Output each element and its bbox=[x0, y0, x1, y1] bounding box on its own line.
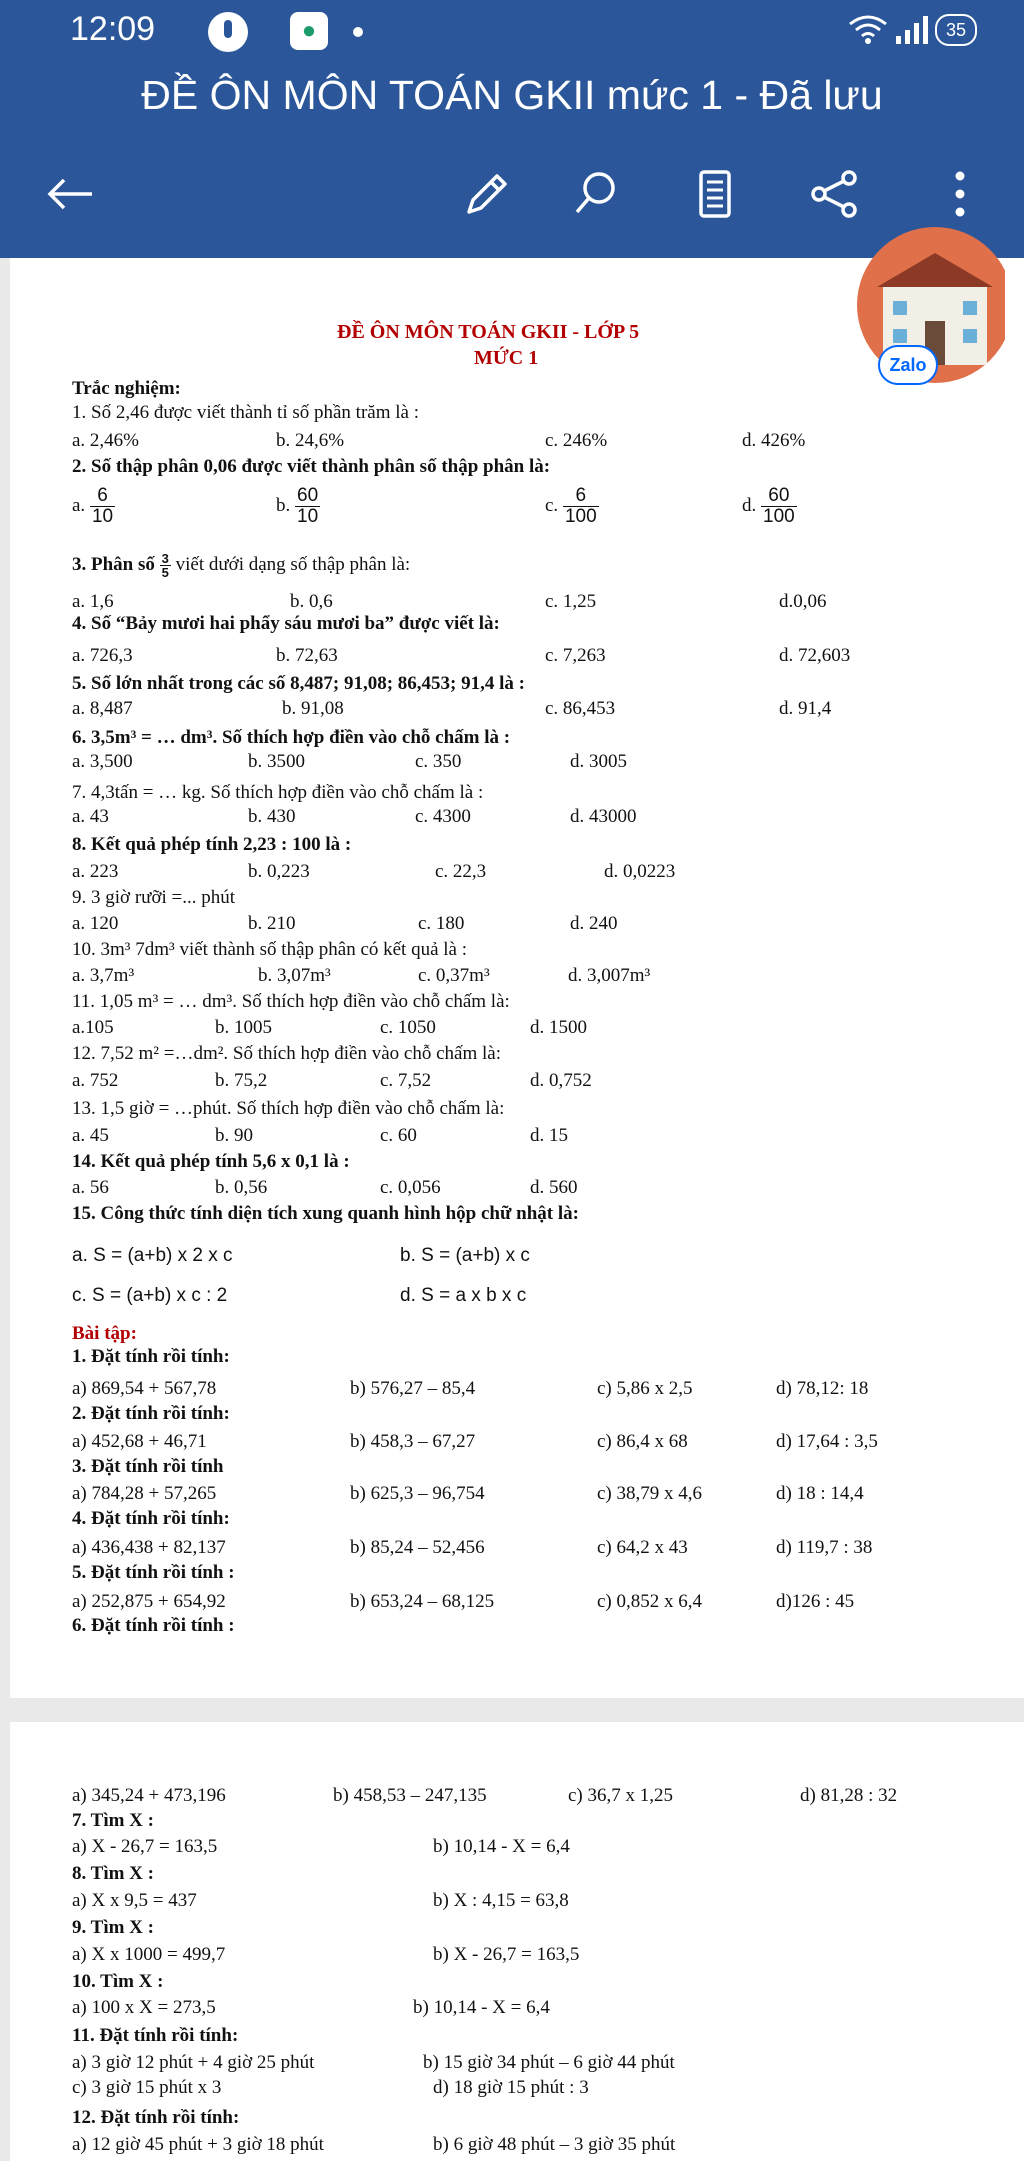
e3-text: 3. Đặt tính rồi tính bbox=[72, 1456, 224, 1477]
q15-option-b: b. S = (a+b) x c bbox=[400, 1245, 530, 1266]
q9-option-c: c. 180 bbox=[418, 913, 465, 934]
wifi-icon bbox=[848, 14, 888, 44]
e5-item-a: a) 252,875 + 654,92 bbox=[72, 1591, 226, 1612]
e6-item-d: d) 81,28 : 32 bbox=[800, 1785, 898, 1806]
q12-option-c: c. 7,52 bbox=[380, 1070, 432, 1091]
q14-option-d: d. 560 bbox=[530, 1177, 578, 1198]
q2-option-c-label: c. bbox=[545, 494, 559, 516]
e1-text: 1. Đặt tính rồi tính: bbox=[72, 1346, 230, 1367]
e2-item-c: c) 86,4 x 68 bbox=[597, 1431, 688, 1452]
q2-option-b bbox=[276, 486, 320, 527]
status-time: 12:09 bbox=[70, 10, 156, 48]
e5-item-b: b) 653,24 – 68,125 bbox=[350, 1591, 495, 1612]
e9-item-a: a) X x 1000 = 499,7 bbox=[72, 1944, 226, 1965]
q5-option-d: d. 91,4 bbox=[779, 698, 832, 719]
q3-option-a: a. 1,6 bbox=[72, 591, 114, 612]
q3-option-c: c. 1,25 bbox=[545, 591, 597, 612]
q2c-numerator: 6 bbox=[563, 486, 599, 507]
search-icon[interactable] bbox=[565, 164, 625, 224]
q2a-numerator: 6 bbox=[90, 486, 115, 507]
section-exercises: Bài tập: bbox=[72, 1323, 137, 1344]
q2a-denominator: 10 bbox=[91, 506, 114, 527]
toolbar bbox=[0, 160, 1024, 230]
q4-option-d: d. 72,603 bbox=[779, 645, 851, 666]
q3-option-b: b. 0,6 bbox=[290, 591, 333, 612]
edit-pencil-icon[interactable] bbox=[455, 164, 515, 224]
e5-item-c: c) 0,852 x 6,4 bbox=[597, 1591, 703, 1612]
q2-option-c bbox=[545, 486, 599, 527]
q4-text: 4. Số “Bảy mươi hai phẩy sáu mươi ba” được viết là: bbox=[72, 613, 500, 634]
q9-option-b: b. 210 bbox=[248, 913, 296, 934]
q9-text: 9. 3 giờ rưỡi =... phút bbox=[72, 887, 236, 908]
q13-option-d: d. 15 bbox=[530, 1125, 568, 1146]
reading-mode-icon[interactable] bbox=[685, 164, 745, 224]
q4-option-a: a. 726,3 bbox=[72, 645, 133, 666]
q6-option-a: a. 3,500 bbox=[72, 751, 133, 772]
q2b-denominator: 10 bbox=[297, 506, 319, 527]
q10-option-b: b. 3,07m³ bbox=[258, 965, 331, 986]
e2-item-d: d) 17,64 : 3,5 bbox=[776, 1431, 878, 1452]
q11-option-c: c. 1050 bbox=[380, 1017, 436, 1038]
q10-option-a: a. 3,7m³ bbox=[72, 965, 135, 986]
e4-item-b: b) 85,24 – 52,456 bbox=[350, 1537, 485, 1558]
q3-fraction bbox=[160, 552, 171, 579]
e7-item-a: a) X - 26,7 = 163,5 bbox=[72, 1836, 218, 1857]
e1-item-b: b) 576,27 – 85,4 bbox=[350, 1378, 476, 1399]
q9-option-d: d. 240 bbox=[570, 913, 618, 934]
e7-item-b: b) 10,14 - X = 6,4 bbox=[433, 1836, 570, 1857]
q2c-denominator: 100 bbox=[564, 506, 597, 527]
e5-text: 5. Đặt tính rồi tính : bbox=[72, 1562, 235, 1583]
e3-item-d: d) 18 : 14,4 bbox=[776, 1483, 864, 1504]
q14-option-a: a. 56 bbox=[72, 1177, 109, 1198]
e1-item-a: a) 869,54 + 567,78 bbox=[72, 1378, 217, 1399]
e1-item-c: c) 5,86 x 2,5 bbox=[597, 1378, 693, 1399]
q11-text: 11. 1,05 m³ = … dm³. Số thích hợp điền vào chỗ chấm là: bbox=[72, 991, 510, 1012]
q2-option-b-label: b. bbox=[276, 494, 291, 516]
e11-item-a: a) 3 giờ 12 phút + 4 giờ 25 phút bbox=[72, 2052, 315, 2073]
e10-item-b: b) 10,14 - X = 6,4 bbox=[413, 1997, 550, 2018]
q10-text: 10. 3m³ 7dm³ viết thành số thập phân có kết quả là : bbox=[72, 939, 468, 960]
q12-option-d: d. 0,752 bbox=[530, 1070, 592, 1091]
e8-text: 8. Tìm X : bbox=[72, 1863, 154, 1884]
e6-item-c: c) 36,7 x 1,25 bbox=[568, 1785, 674, 1806]
e3-item-c: c) 38,79 x 4,6 bbox=[597, 1483, 703, 1504]
q6-option-b: b. 3500 bbox=[248, 751, 305, 772]
e2-text: 2. Đặt tính rồi tính: bbox=[72, 1403, 230, 1424]
q1-option-d: d. 426% bbox=[742, 430, 806, 451]
q10-option-c: c. 0,37m³ bbox=[418, 965, 490, 986]
q9-option-a: a. 120 bbox=[72, 913, 119, 934]
q2-option-a-label: a. bbox=[72, 494, 86, 516]
notification-dot-icon bbox=[353, 27, 363, 37]
q7-option-a: a. 43 bbox=[72, 806, 109, 827]
e12-text: 12. Đặt tính rồi tính: bbox=[72, 2107, 240, 2128]
q2-option-b-fraction bbox=[295, 486, 320, 527]
section-multiple-choice: Trắc nghiệm: bbox=[72, 378, 181, 399]
app-bar bbox=[0, 0, 1024, 258]
e1-item-d: d) 78,12: 18 bbox=[776, 1378, 869, 1399]
e11-item-b: b) 15 giờ 34 phút – 6 giờ 44 phút bbox=[423, 2052, 675, 2073]
q7-option-c: c. 4300 bbox=[415, 806, 471, 827]
q8-option-b: b. 0,223 bbox=[248, 861, 310, 882]
e8-item-b: b) X : 4,15 = 63,8 bbox=[433, 1890, 569, 1911]
e11-item-d: d) 18 giờ 15 phút : 3 bbox=[433, 2077, 589, 2098]
document-title: ĐỀ ÔN MÔN TOÁN GKII mức 1 - Đã lưu bbox=[141, 72, 883, 118]
e9-item-b: b) X - 26,7 = 163,5 bbox=[433, 1944, 580, 1965]
e10-item-a: a) 100 x X = 273,5 bbox=[72, 1997, 216, 2018]
doc-title-line1: ĐỀ ÔN MÔN TOÁN GKII - LỚP 5 bbox=[337, 321, 640, 343]
e8-item-a: a) X x 9,5 = 437 bbox=[72, 1890, 197, 1911]
e2-item-b: b) 458,3 – 67,27 bbox=[350, 1431, 476, 1452]
q1-option-b: b. 24,6% bbox=[276, 430, 345, 451]
chat-icon: ● bbox=[290, 12, 328, 50]
q2-option-c-fraction bbox=[563, 486, 599, 527]
q4-option-b: b. 72,63 bbox=[276, 645, 338, 666]
q3-option-d: d.0,06 bbox=[779, 591, 827, 612]
q8-option-c: c. 22,3 bbox=[435, 861, 487, 882]
battery-icon: 35 bbox=[935, 14, 977, 46]
q2-option-a bbox=[72, 486, 115, 527]
q5-text: 5. Số lớn nhất trong các số 8,487; 91,08; 86,453; 91,4 là : bbox=[72, 673, 525, 694]
q2d-numerator: 60 bbox=[761, 486, 797, 507]
e6-item-a: a) 345,24 + 473,196 bbox=[72, 1785, 226, 1806]
e3-item-a: a) 784,28 + 57,265 bbox=[72, 1483, 217, 1504]
share-icon[interactable] bbox=[805, 164, 865, 224]
q3-denominator: 5 bbox=[161, 565, 169, 580]
q2-option-d bbox=[742, 486, 797, 527]
e12-item-a: a) 12 giờ 45 phút + 3 giờ 18 phút bbox=[72, 2134, 324, 2155]
q7-text: 7. 4,3tấn = … kg. Số thích hợp điền vào chỗ chấm là : bbox=[72, 782, 484, 803]
q8-text: 8. Kết quả phép tính 2,23 : 100 là : bbox=[72, 834, 352, 855]
q2-option-d-fraction bbox=[761, 486, 797, 527]
q1-option-a: a. 2,46% bbox=[72, 430, 140, 451]
q2-text: 2. Số thập phân 0,06 được viết thành phân số thập phân là: bbox=[72, 456, 551, 477]
e11-item-c: c) 3 giờ 15 phút x 3 bbox=[72, 2077, 222, 2098]
q4-option-c: c. 7,263 bbox=[545, 645, 606, 666]
q15-option-d: d. S = a x b x c bbox=[400, 1285, 527, 1306]
q15-option-c: c. S = (a+b) x c : 2 bbox=[72, 1285, 228, 1306]
q12-option-a: a. 752 bbox=[72, 1070, 119, 1091]
q6-text: 6. 3,5m³ = … dm³. Số thích hợp điền vào chỗ chấm là : bbox=[72, 727, 511, 748]
q6-option-c: c. 350 bbox=[415, 751, 462, 772]
q13-option-a: a. 45 bbox=[72, 1125, 109, 1146]
q13-option-c: c. 60 bbox=[380, 1125, 417, 1146]
q1-option-c: c. 246% bbox=[545, 430, 608, 451]
e6-text: 6. Đặt tính rồi tính : bbox=[72, 1615, 235, 1636]
q8-option-a: a. 223 bbox=[72, 861, 119, 882]
q3-text-prefix: 3. Phân số bbox=[72, 553, 155, 575]
back-arrow-icon[interactable] bbox=[40, 164, 100, 224]
q14-option-c: c. 0,056 bbox=[380, 1177, 441, 1198]
q14-text: 14. Kết quả phép tính 5,6 x 0,1 là : bbox=[72, 1151, 350, 1172]
mic-icon bbox=[208, 12, 248, 52]
q5-option-b: b. 91,08 bbox=[282, 698, 344, 719]
e12-item-b: b) 6 giờ 48 phút – 3 giờ 35 phút bbox=[433, 2134, 676, 2155]
q7-option-b: b. 430 bbox=[248, 806, 296, 827]
signal-icon bbox=[894, 14, 930, 44]
q2d-denominator: 100 bbox=[763, 506, 795, 527]
q5-option-c: c. 86,453 bbox=[545, 698, 616, 719]
q1-text: 1. Số 2,46 được viết thành tỉ số phần trăm là : bbox=[72, 402, 419, 423]
e4-text: 4. Đặt tính rồi tính: bbox=[72, 1508, 230, 1529]
q11-option-a: a.105 bbox=[72, 1017, 114, 1038]
e10-text: 10. Tìm X : bbox=[72, 1971, 164, 1992]
q2-option-d-label: d. bbox=[742, 494, 757, 516]
q15-option-a: a. S = (a+b) x 2 x c bbox=[72, 1245, 233, 1266]
e11-text: 11. Đặt tính rồi tính: bbox=[72, 2025, 239, 2046]
e7-text: 7. Tìm X : bbox=[72, 1810, 154, 1831]
status-bar bbox=[0, 0, 1024, 64]
q5-option-a: a. 8,487 bbox=[72, 698, 133, 719]
q13-text: 13. 1,5 giờ = …phút. Số thích hợp điền vào chỗ chấm là: bbox=[72, 1098, 505, 1119]
e3-item-b: b) 625,3 – 96,754 bbox=[350, 1483, 485, 1504]
e6-item-b: b) 458,53 – 247,135 bbox=[333, 1785, 487, 1806]
q15-text: 15. Công thức tính diện tích xung quanh hình hộp chữ nhật là: bbox=[72, 1203, 579, 1224]
more-options-icon[interactable] bbox=[930, 164, 990, 224]
e4-item-c: c) 64,2 x 43 bbox=[597, 1537, 688, 1558]
q11-option-d: d. 1500 bbox=[530, 1017, 587, 1038]
e5-item-d: d)126 : 45 bbox=[776, 1591, 855, 1612]
e4-item-d: d) 119,7 : 38 bbox=[776, 1537, 873, 1558]
q6-option-d: d. 3005 bbox=[570, 751, 627, 772]
q11-option-b: b. 1005 bbox=[215, 1017, 272, 1038]
doc-title-line2: MỨC 1 bbox=[474, 347, 539, 369]
q7-option-d: d. 43000 bbox=[570, 806, 637, 827]
q8-option-d: d. 0,0223 bbox=[604, 861, 676, 882]
q2b-numerator: 60 bbox=[297, 485, 319, 506]
e2-item-a: a) 452,68 + 46,71 bbox=[72, 1431, 207, 1452]
q3-text bbox=[72, 552, 410, 579]
q3-text-suffix: viết dưới dạng số thập phân là: bbox=[175, 553, 411, 575]
q12-text: 12. 7,52 m² =…dm². Số thích hợp điền vào chỗ chấm là: bbox=[72, 1043, 501, 1064]
zalo-button[interactable]: Zalo bbox=[878, 345, 938, 385]
q3-numerator: 3 bbox=[161, 551, 169, 566]
q13-option-b: b. 90 bbox=[215, 1125, 253, 1146]
e4-item-a: a) 436,438 + 82,137 bbox=[72, 1537, 226, 1558]
q2-option-a-fraction bbox=[90, 486, 115, 527]
q14-option-b: b. 0,56 bbox=[215, 1177, 268, 1198]
q12-option-b: b. 75,2 bbox=[215, 1070, 268, 1091]
q10-option-d: d. 3,007m³ bbox=[568, 965, 651, 986]
e9-text: 9. Tìm X : bbox=[72, 1917, 154, 1938]
